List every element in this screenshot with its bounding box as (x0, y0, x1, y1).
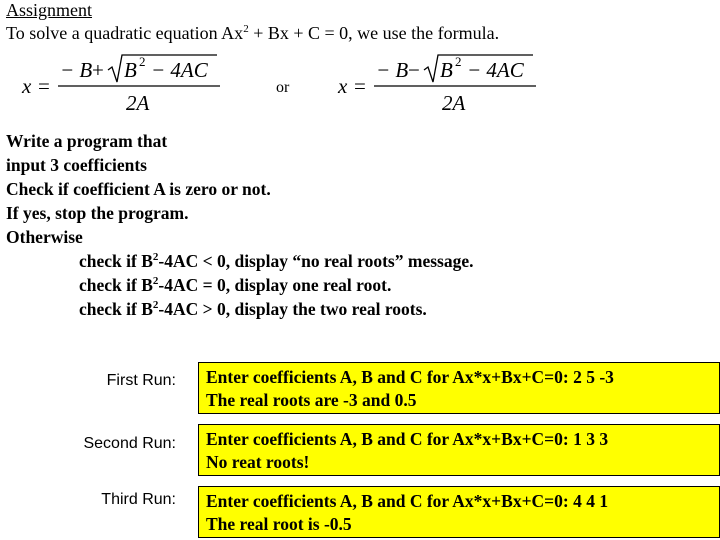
run-label-second: Second Run: (83, 435, 176, 452)
check-post: -4AC > 0, display the two real roots. (158, 299, 427, 319)
run-output-line: No reat roots! (206, 452, 310, 472)
instruction-line: Check if coefficient A is zero or not. (6, 179, 271, 199)
formula-equals: = (38, 74, 50, 98)
check-pre: check if B (79, 299, 153, 319)
run-output-line: The real root is -0.5 (206, 514, 352, 534)
intro-text-before: To solve a quadratic equation Ax (6, 23, 244, 43)
page-title: Assignment (6, 0, 93, 20)
check-sup: 2 (152, 251, 159, 263)
formula-op: + (92, 58, 104, 82)
formula-b: B (124, 58, 137, 82)
check-sup: 2 (152, 299, 159, 311)
instruction-line: Otherwise (6, 227, 83, 247)
check-sup: 2 (152, 275, 159, 287)
formula-op: − (408, 58, 420, 82)
check-post: -4AC = 0, display one real root. (158, 275, 392, 295)
formula-rest: − 4AC (467, 58, 524, 82)
or-label: or (276, 79, 290, 96)
formula-rest: − 4AC (151, 58, 208, 82)
intro-text-after: + Bx + C = 0, we use the formula. (248, 23, 500, 43)
formula-x: x (338, 74, 348, 98)
formula-den: 2A (126, 91, 150, 115)
check-pre: check if B (79, 251, 153, 271)
check-line-zero (6, 273, 473, 297)
formula-exp: 2 (139, 54, 146, 69)
formula-minus-root (338, 52, 538, 116)
run-output-first (198, 362, 720, 414)
intro-superscript: 2 (243, 23, 249, 35)
formula-neg-b: − B (60, 58, 93, 82)
formula-equals: = (354, 74, 366, 98)
run-output-line: Enter coefficients A, B and C for Ax*x+Bx+C=0: 4 4 1 (206, 491, 609, 511)
formula-minus-svg (338, 52, 538, 116)
formula-den: 2A (442, 91, 466, 115)
check-line-positive (6, 297, 473, 321)
run-output-line: The real roots are -3 and 0.5 (206, 390, 417, 410)
run-label-first: First Run: (106, 372, 176, 389)
formula-neg-b: − B (376, 58, 409, 82)
check-line-negative (6, 249, 473, 273)
intro-text (6, 23, 499, 44)
formula-x: x (22, 74, 32, 98)
run-output-line: Enter coefficients A, B and C for Ax*x+Bx+C=0: 2 5 -3 (206, 367, 614, 387)
formula-plus-root (22, 52, 222, 116)
formula-b: B (440, 58, 453, 82)
instruction-line: input 3 coefficients (6, 155, 147, 175)
run-output-third (198, 486, 720, 538)
check-pre: check if B (79, 275, 153, 295)
formula-exp: 2 (455, 54, 462, 69)
run-output-line: Enter coefficients A, B and C for Ax*x+Bx+C=0: 1 3 3 (206, 429, 609, 449)
formula-plus-svg (22, 52, 222, 116)
instruction-line: Write a program that (6, 131, 168, 151)
run-label-third: Third Run: (101, 491, 176, 508)
instructions (6, 129, 473, 321)
check-post: -4AC < 0, display “no real roots” message. (158, 251, 474, 271)
instruction-line: If yes, stop the program. (6, 203, 189, 223)
run-output-second (198, 424, 720, 476)
